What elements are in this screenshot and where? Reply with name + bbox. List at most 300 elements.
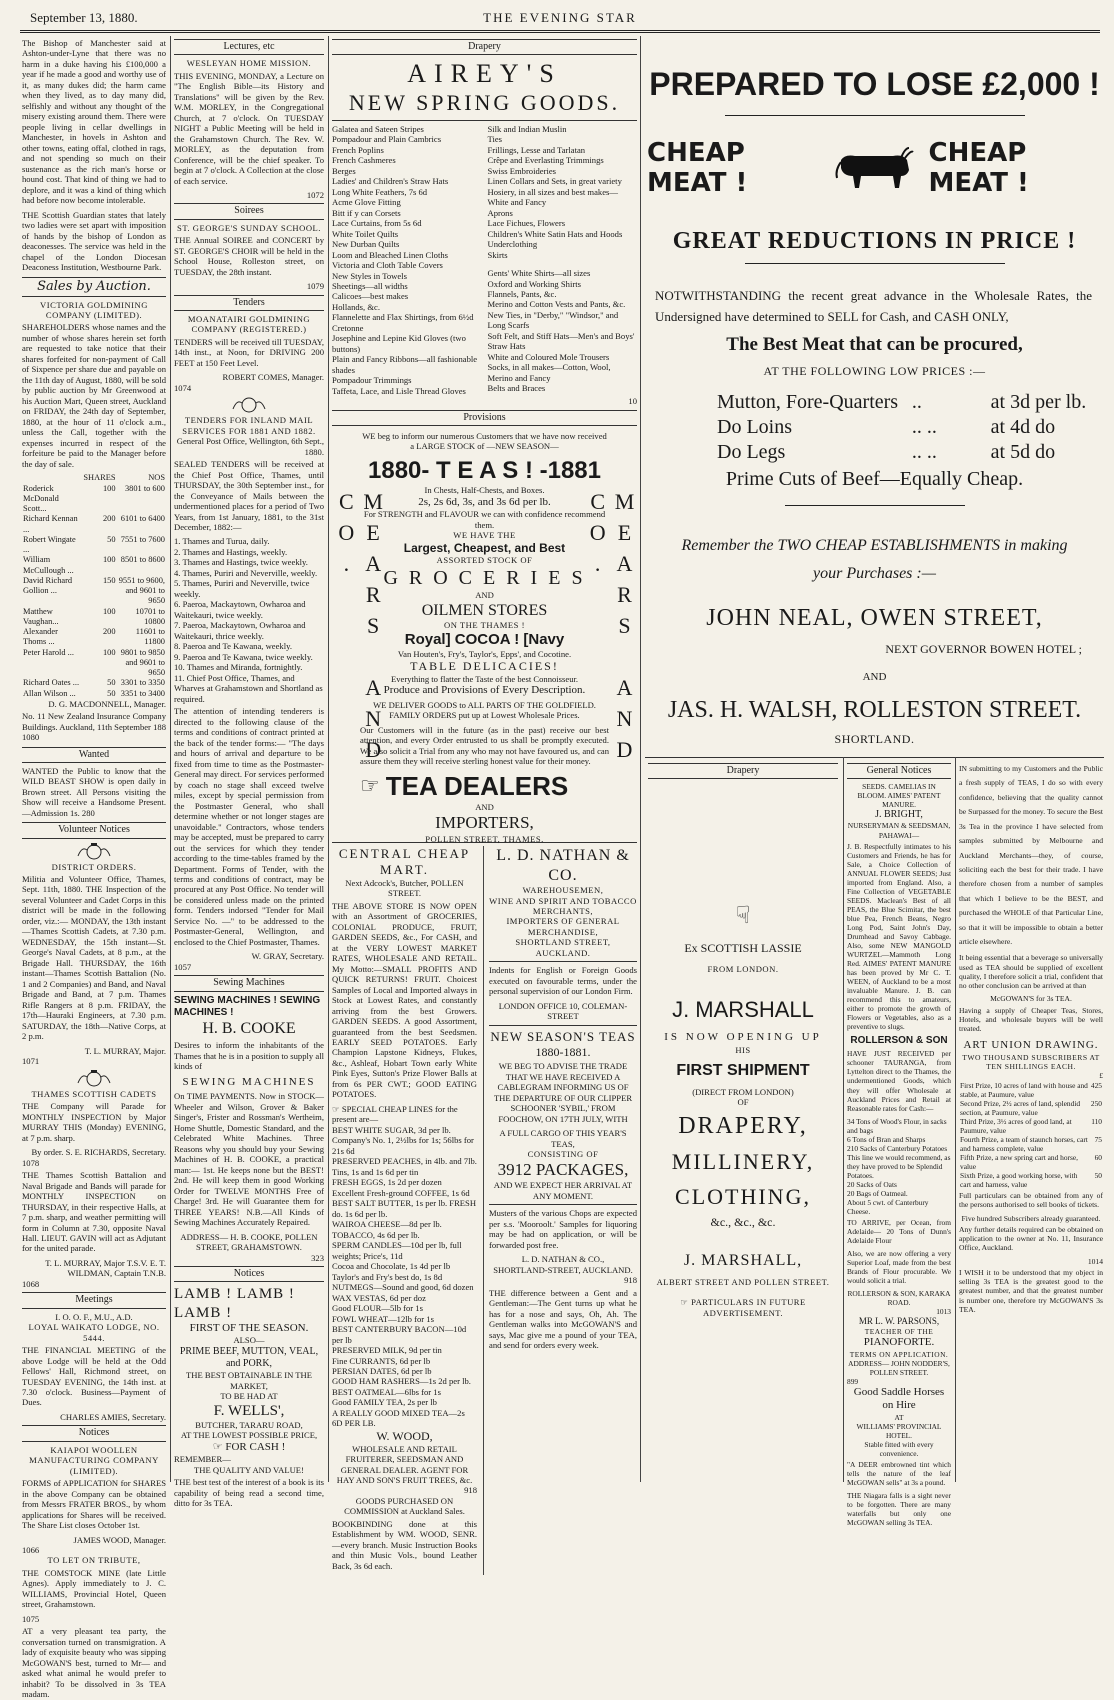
- table-row: [959, 1135, 1103, 1153]
- section-heading-wanted: Wanted: [22, 747, 166, 763]
- bright-trade: NURSERYMAN & SEEDSMAN, PAHAWAI—: [847, 821, 951, 840]
- oilmen-heading: OILMEN STORES: [421, 601, 548, 619]
- list-item: 11. Chief Post Office, Thames, and Wharves at Grahamstown and Shortland as required.: [174, 672, 323, 704]
- prize-amount: 75: [1094, 1134, 1102, 1144]
- williams-hotel: WILLIAMS' PROVINCIAL HOTEL.: [856, 1421, 942, 1440]
- meat-price: at 4d do: [990, 415, 1056, 438]
- list-item: 4. Thames, Puriri and Neverville, weekly.: [174, 567, 318, 578]
- price-row: [647, 441, 1102, 464]
- share-numbers: 8501 to 8600: [120, 555, 165, 565]
- column-6: [648, 760, 838, 1482]
- moanatairi-signature: ROBERT COMES, Manager.: [222, 372, 324, 383]
- table-row: [22, 535, 166, 556]
- section-heading-drapery: Drapery: [648, 763, 838, 779]
- at-label: AT: [894, 1412, 904, 1422]
- list-item: Josephine and Lepine Kid Gloves (two buttons): [332, 333, 466, 354]
- victoria-signature: D. G. MACDONNELL, Manager.: [48, 698, 166, 709]
- section-heading-notices: Notices: [174, 1266, 324, 1282]
- prize-label: First Prize, 10 acres of land with house and stable, at Paumure, value: [960, 1080, 1088, 1099]
- list-item: FOWL WHEAT—12lb for 1s: [332, 1313, 434, 1324]
- cooke-details: On TIME PAYMENTS. Now in STOCK—Wheeler and Wilson, Grover & Baker Singer's, Frister and Rossman's Wertheim, Home Shuttle, Domestic Standard, and the Celebrated White Machines. Three Reasons why you should buy your Sewing Machines of H. B. COOKE, a practical man:— 1st. He keeps none but the BEST! 2nd. He will keep them in good Working Order for TWELVE MONTHS Free of Charge! 3rd. He will Guarantee them for THREE YEARS! N.B.—All Kinds of Sewing Machines Accurately Repaired.: [174, 1091, 324, 1228]
- teacher-label: TEACHER OF THE: [864, 1327, 934, 1337]
- ad-number: 1075: [22, 1613, 40, 1624]
- special-lines: [332, 1104, 477, 1125]
- mears-intro: WE beg to inform our numerous Customers that we have now received a LARGE STOCK of —NEW SEASON—: [362, 431, 607, 452]
- marshall-name: J. MARSHALL: [672, 996, 814, 1022]
- column-8: [959, 760, 1103, 1482]
- list-item: Acme Glove Fitting: [332, 197, 401, 208]
- cocoa-makers: Van Houten's, Fry's, Taylor's, Epps', and Cocotine.: [397, 648, 572, 659]
- column-1: [22, 36, 166, 1700]
- shareholder-name: Peter Harold ...: [23, 647, 74, 657]
- cooke-sewing-machines: SEWING MACHINES: [182, 1075, 316, 1088]
- ad-number: 323: [311, 1252, 324, 1263]
- remember-label: REMEMBER—: [174, 1454, 231, 1465]
- terms-line: TERMS ON APPLICATION.: [849, 1349, 949, 1359]
- moanatairi-notice: TENDERS will be received till TUESDAY, 14th inst., at Noon, for DRIVING 200 FEET at 150 Feet Level.: [174, 336, 324, 368]
- section-heading-drapery: Drapery: [332, 39, 637, 55]
- list-item: BEST SALT BUTTER, 1s per lb. FRESH do. 1s 6d per lb.: [332, 1198, 477, 1219]
- mears-vertical-left: MEARS AND CO.: [333, 489, 386, 768]
- price-row: [647, 416, 1102, 439]
- list-item: PRESERVED MILK, 9d per tin: [332, 1345, 442, 1356]
- victoria-address: No. 11 New Zealand Insurance Company Buildings. Auckland, 11th September 188 1080: [22, 711, 166, 743]
- list-item: Flannelette and Flax Shirtings, from 6½d: [332, 312, 474, 323]
- airey-title: AIREY'S: [407, 59, 562, 89]
- largest-line: Largest, Cheapest, and Best: [403, 540, 566, 555]
- cooke-name: H. B. COOKE: [202, 1019, 296, 1037]
- list-item: A REALLY GOOD MIXED TEA—2s 6D PER LB.: [332, 1407, 465, 1429]
- shares-header-cell: [22, 473, 82, 483]
- meat-cut: Do Loins: [717, 415, 792, 438]
- central-body: THE ABOVE STORE IS NOW OPEN with an Assortment of GROCERIES, COLONIAL PRODUCE, FRUIT, GARDEN SEEDS, &c., For CASH, and at the VERY LOWEST MARKET RATES, WHOLESALE AND RETAIL. My Motto:—SMALL PROFITS AND QUICK RETURNS! FRUIT. Choicest Samples of Local and Imported always in Stock at Lowest Rates, and constantly arriving from the best Growers. GARDEN SEEDS. A good Assortment, guaranteed from the best Seedsmen. EARLY SEED POTATOES. Early Champion Lapstone Kidneys, Flukes, &c., Ashleaf, Hobart Town early White Pink Eyes, Sutton's Prize Flower Balls at from 6s PER CWT.; GOOD EATING POTATOES.: [332, 900, 477, 1100]
- tribute-title: TO LET ON TRIBUTE,: [47, 1555, 141, 1566]
- central-mart: [332, 846, 477, 1575]
- nathan-warehousemen: WAREHOUSEMEN,: [522, 885, 604, 896]
- district-signature: T. L. MURRAY, Major.: [84, 1045, 166, 1056]
- list-item: Socks, in all makes—Cotton, Wool, Merino and Fancy: [487, 362, 611, 383]
- list-item: Galatea and Sateen Stripes: [332, 123, 424, 134]
- book-test-paragraph: THE best test of the interest of a book is its capability of being read a second time, ditto for 3s TEA.: [174, 1477, 324, 1509]
- shareholder-name: David Richard Gollion ...: [23, 575, 73, 596]
- list-item: Cretonne: [332, 322, 364, 333]
- share-count: 100: [102, 606, 116, 616]
- table-row: [959, 1153, 1103, 1171]
- share-count: 50: [107, 534, 116, 544]
- list-item: Pompadour Trimmings: [332, 375, 412, 386]
- list-item: Good FLOUR—5lb for 1s: [332, 1303, 423, 1314]
- cadets-title: THAMES SCOTTISH CADETS: [31, 1088, 157, 1099]
- share-count: 50: [107, 678, 116, 688]
- spring-goods-title: NEW SPRING GOODS.: [348, 89, 621, 115]
- share-numbers: 3801 to 600: [124, 483, 165, 493]
- royal-crest-icon: [74, 842, 114, 860]
- masthead: [20, 8, 1100, 33]
- issue-date: September 13, 1880.: [30, 10, 138, 25]
- bookbinding-notice: BOOKBINDING done at this Establishment by WM. WOOD, SENR.—every branch. Music Instruction Books and thin Music Vols., bound Leather Back, 3s 6d each.: [332, 1518, 477, 1571]
- share-count: 100: [102, 647, 116, 657]
- parsons-address: ADDRESS— JOHN NODDER'S, POLLEN STREET.: [848, 1358, 950, 1377]
- cadets-notice: THE Company will Parade for MONTHLY INSPECTION by Major MURRAY THIS (Monday) EVENING, at 7 p.m. sharp.: [22, 1101, 166, 1143]
- price-row: [647, 391, 1102, 414]
- prize-amount: 110: [1091, 1116, 1102, 1126]
- from-london-line: FROM LONDON.: [707, 964, 779, 975]
- section-heading-provisions: Provisions: [332, 410, 637, 426]
- kaiapoi-signature: JAMES WOOD, Manager.: [73, 1534, 166, 1545]
- wells-name: F. WELLS',: [213, 1402, 285, 1419]
- nathan-signature: L. D. NATHAN & CO.,: [521, 1254, 605, 1265]
- prize-label: Sixth Prize, a good working horse, with cart and harness, value: [960, 1170, 1078, 1189]
- particulars-text: PARTICULARS IN FUTURE ADVERTISEMENT.: [691, 1297, 806, 1318]
- wanted-notice: WANTED the Public to know that the WILD BEAST SHOW is open daily in Brown street. All Persons visiting the Show will receive a Handsome Present.—Admission 1s. 280: [22, 765, 166, 818]
- share-count: 100: [102, 483, 116, 493]
- share-numbers: 6101 to 6400: [120, 514, 165, 524]
- art-union-details: Any further details required can be obtained on application to the owner at No. 11, Insurance Office, Auckland.: [959, 1224, 1103, 1253]
- and-label: AND: [862, 671, 887, 684]
- guardian-article: THE Scottish Guardian states that lately two ladies were set apart with imposition of hands by the bishop of London as deaconesses. The service was held in the chapel of the London Diocesan Deaconess Institution, Westbourne Park.: [22, 209, 166, 273]
- list-item: FRESH EGGS, 1s 2d per dozen: [332, 1177, 442, 1188]
- clothing-heading: CLOTHING,: [675, 1183, 811, 1209]
- seeds-heading: SEEDS. CAMELIAS IN BLOOM. AIMES' PATENT MANURE.: [857, 782, 941, 810]
- ad-number: 1071: [22, 1056, 40, 1067]
- subscribers-line: TWO THOUSAND SUBSCRIBERS AT TEN SHILLINGS EACH.: [962, 1052, 1100, 1072]
- low-prices-label: AT THE FOLLOWING LOW PRICES :—: [763, 363, 986, 378]
- section-heading-sewing: Sewing Machines: [174, 975, 324, 991]
- sewing-banner: SEWING MACHINES ! SEWING MACHINES !: [174, 994, 321, 1018]
- list-item: Hosiery, in all sizes and best makes—White and Fancy: [487, 186, 618, 208]
- to-be-had: TO BE HAD AT: [220, 1391, 278, 1402]
- shareholder-name: William McCullough ...: [23, 555, 74, 575]
- share-numbers: 3351 to 3400: [120, 688, 165, 698]
- rollerson-arrive: TO ARRIVE, per Ocean, from Adelaide— 20 Tons of Dunn's Adelaide Flour: [847, 1217, 951, 1245]
- section-heading-general: General Notices: [847, 763, 951, 779]
- list-item: Company's No. 1, 2½lbs for 1s; 56lbs for 21s 6d: [332, 1135, 474, 1156]
- shareholder-name: Alexander Thoms ...: [23, 627, 58, 647]
- list-item: Berges: [332, 165, 356, 176]
- arrival-line: AND WE EXPECT HER ARRIVAL AT ANY MOMENT.: [493, 1180, 633, 1201]
- section-rule: [645, 757, 1104, 758]
- remember-line: Remember the TWO CHEAP ESTABLISHMENTS in making your Purchases :—: [681, 536, 1068, 583]
- wood-name: W. WOOD,: [376, 1428, 433, 1443]
- column-rule: [328, 36, 329, 1482]
- list-item: 9. Paeroa and Te Kawana, twice weekly.: [174, 651, 313, 662]
- list-item: Crêpe and Everlasting Trimmings: [487, 155, 604, 166]
- bright-notice: J. B. Respectfully intimates to his Customers and Friends, he has for Sale, a Choice Collection of ANNUAL FLOWER SEEDS; Just imported from England. Also, a Fine Collection of VEGETABLE SEEDS. Maclean's Best of all PEAS, the Blue Scimitar, the best blue Pea, French Beans, Negro Long Pod, Saint John's Day, Drumhead and Savoy Cabbage. Also, some NEW MANGOLD WURTZEL—Mammoth Long Red. AIMES' PATENT MANURE has been proved by Mr C. T. WEEN, of Auckland to be a most invaluable Manure. J. B. can recommend this to amateurs, either to promote the growth of Flowers or Vegetables, also as a preventive to slugs.: [847, 841, 951, 1032]
- for-cash: FOR CASH !: [225, 1440, 286, 1453]
- wish-paragraph: I WISH it to be understood that my object in selling 3s TEA is the greatest good to the greatest number, and that the greatest number is number one, therefore try McGOWAN'S 3s TEA.: [959, 1267, 1103, 1314]
- cooke-address: ADDRESS— H. B. COOKE, POLLEN STREET, GRAHAMSTOWN.: [180, 1231, 318, 1253]
- shareholder-name: Matthew Vaughan...: [23, 606, 59, 626]
- lodge-title: LOYAL WAIKATO LODGE, NO. 5444.: [28, 1322, 160, 1343]
- mears-body: [360, 429, 609, 844]
- list-item: 20 Sacks of Oats: [847, 1179, 897, 1189]
- ad-number: 10: [628, 396, 637, 407]
- shareholder-name: Richard Kennan ...: [23, 514, 78, 534]
- list-item: About 5 cwt. of Canterbury Cheese.: [847, 1197, 929, 1216]
- battalion-notice: THE Thames Scottish Battalion and Naval Brigade and Bands will parade for MONTHLY INSPECTION on THURSDAY, in their respective Halls, at 7 p.m. sharp, and weather permitting will form in Column at 7.30, opposite Naval Hall. LIEUT. GAVIN will act as Adjutant for the united parade.: [22, 1170, 166, 1254]
- first-of-season: FIRST OF THE SEASON.: [189, 1321, 309, 1334]
- section-heading-sales: Sales by Auction.: [22, 277, 166, 297]
- teas-strength: For STRENGTH and FLAVOUR we can with confidence recommend them.: [363, 509, 606, 530]
- list-item: [488, 260, 638, 268]
- shares-table: [22, 473, 166, 699]
- rollerson-loaf: Also, we are now offering a very Superior Loaf, made from the best Brands of Flour procurable. We would solicit a trial.: [847, 1249, 951, 1286]
- list-item: Calicoes—best makes: [332, 291, 409, 302]
- kaiapoi-title: KAIAPOI WOOLLEN MANUFACTURING COMPANY (LIMITED).: [29, 1444, 159, 1476]
- bull-icon: [835, 146, 915, 190]
- share-numbers: 9801 to 9850 and 9601 to 9650: [120, 647, 165, 678]
- section-heading-tenders: Tenders: [174, 295, 324, 311]
- list-item: Victoria and Cloth Table Covers: [332, 260, 443, 271]
- list-item: 2. Thames and Hastings, weekly.: [174, 546, 288, 557]
- art-union-particulars: Full particulars can be obtained from any of the persons authorised to sell books of tickets.: [959, 1191, 1103, 1210]
- newspaper-title: THE EVENING STAR: [483, 10, 637, 25]
- list-item: Taffeta, Lace, and Lisle Thread Gloves: [332, 385, 466, 396]
- moanatairi-title: MOANATAIRI GOLDMINING COMPANY (REGISTERED.): [187, 313, 311, 335]
- drapery-lists: [332, 124, 637, 397]
- of-label: OF: [737, 1097, 749, 1108]
- list-item: PERSIAN DATES, 6d per lb: [332, 1366, 432, 1376]
- prize-label: Fifth Prize, a new spring cart and horse, value: [960, 1152, 1079, 1171]
- prepared-to-lose-headline: PREPARED TO LOSE £2,000 !: [649, 66, 1100, 102]
- ad-number: 918: [624, 1275, 637, 1286]
- share-numbers: 11601 to 11800: [135, 627, 165, 647]
- table-row: [959, 1171, 1103, 1189]
- list-item: Underclothing: [487, 239, 538, 250]
- nathan-street: SHORTLAND STREET, AUCKLAND.: [515, 937, 611, 958]
- list-item: Linen Collars and Sets, in great variety: [487, 176, 622, 187]
- royal-crest-icon: [74, 1069, 114, 1087]
- shareholder-name: Roderick McDonald Scott...: [23, 483, 59, 514]
- list-item: TOBACCO, 4s 6d per lb.: [332, 1229, 420, 1240]
- list-item: Long White Feathers, 7s 6d: [332, 186, 428, 197]
- pollen-street-line: POLLEN STREET, THAMES.: [425, 833, 544, 844]
- list-item: BEST WHITE SUGAR, 3d per lb.: [332, 1124, 451, 1135]
- list-item: French Poplins: [332, 144, 384, 155]
- section-heading-soirees: Soirees: [174, 203, 324, 219]
- cheap-meat-left: CHEAP MEAT !: [647, 138, 748, 198]
- table-row: [22, 648, 166, 679]
- table-row: [22, 555, 166, 576]
- list-item: SPERM CANDLES—10d per lb, full weights; Price's, 11d: [332, 1240, 462, 1261]
- lodge-notice: THE FINANCIAL MEETING of the above Lodge will be held at the Odd Fellows' Hall, Richmond street, on TUESDAY EVENING, the 14th inst. at 7.30 o'clock. Business—Payment of Dues.: [22, 1345, 166, 1408]
- ad-number: 1072: [306, 190, 324, 200]
- table-row: [22, 607, 166, 628]
- list-item: BEST OATMEAL—6lbs for 1s: [332, 1386, 441, 1397]
- list-item: French Cashmeres: [332, 155, 396, 166]
- best-obtainable: THE BEST OBTAINABLE IN THE MARKET,: [186, 1370, 312, 1391]
- mcgowan-tea: McGOWAN'S for 3s TEA.: [990, 994, 1072, 1004]
- prize-label: Second Prize, 2½ acres of land, splendid section, at Paumure, value: [960, 1098, 1081, 1117]
- list-item: This line we would recommend, as they have proved to be Splendid Potatoes.: [847, 1152, 951, 1180]
- list-item: Good FAMILY TEA, 2s per lb: [332, 1397, 437, 1408]
- pound-label: £: [1099, 1071, 1103, 1081]
- list-item: 10. Thames and Miranda, fortnightly.: [174, 662, 303, 673]
- column-7: [847, 760, 951, 1527]
- list-item: Silk and Indian Muslin: [487, 123, 567, 134]
- bishop-article: The Bishop of Manchester said at Ashton-under-Lyne that there was no harm in a duke having his £100,000 a year if he made a good and worthy use of it, as many dukes did; the harm came when they lived, as to day many did, selfishly and without any thought of the misery existing around them. There were people living in cellar dwellings in Manchester, in hovels in Ashton and other towns, eating offal, clothed in rags, and not spending so much on their sustenance as the rich man's horse or hound cost. That kind of thing we had to deplore, and it was a kind of thing which had before now become intolerable.: [22, 38, 166, 206]
- rollerson-name: ROLLERSON & SON: [850, 1035, 948, 1047]
- leader-dots: ..: [911, 390, 922, 413]
- packages-count: 3912 PACKAGES,: [497, 1159, 629, 1179]
- stgeorge-title: ST. GEORGE'S SUNDAY SCHOOL.: [177, 222, 321, 233]
- cargo-line: A FULL CARGO OF THIS YEAR'S TEAS,: [499, 1128, 627, 1149]
- list-item: 20 Bags of Oatmeal.: [847, 1188, 908, 1198]
- mail-routes-list: [174, 536, 324, 704]
- list-item: Ladies' and Children's Straw Hats: [332, 176, 449, 187]
- list-item: 1. Thames and Turua, daily.: [174, 536, 270, 547]
- mears-vertical-right: MEARS AND CO.: [585, 489, 637, 768]
- shareholder-name: Richard Oates ...: [23, 678, 80, 688]
- district-orders-title: DISTRICT ORDERS.: [51, 861, 137, 872]
- marshall-footer: J. MARSHALL,: [683, 1252, 803, 1270]
- deer-paragraph: "A DEER embrowned tint which tells the nature of the leaf McGOWAN sells" at 3s a pound.: [847, 1459, 951, 1487]
- table-row: [22, 689, 166, 699]
- list-item: Children's White Satin Hats and Hoods: [487, 228, 623, 239]
- mail-tenders-conditions: The attention of intending tenderers is directed to the following clause of the terms and conditions of contract printed at the back of the tender forms:— "The days and hours of arrival and departure to be fixed from time to time as the Postmaster-General may direct. For services performed by coach no stage shall exceed twelve miles, except by special permission from the Postmaster General, who shall determine whether or not longer stages are unavoidable." Contractors, whose tenders may be accepted, must be prepared to carry out the services for which they tender according to the time-tables framed by the Department. Forms of Tender, with the terms and conditions of contract, may be procured at any Post Office. No tender will be considered unless made on the printed form. Tenders indorsed "Tender for Mail Service No. —" to be addressed to the Postmaster-General, Wellington, and enclosed to the Chief Postmaster, Thames.: [174, 706, 324, 947]
- ad-number: 918: [464, 1485, 477, 1496]
- opening-line: IS NOW OPENING UP: [664, 1031, 822, 1044]
- list-item: Sheetings—all widths: [332, 281, 408, 291]
- list-item: Gents' White Shirts—all sizes: [487, 268, 591, 279]
- column-rule: [843, 757, 844, 1482]
- list-item: 210 Sacks of Canterbury Potatoes: [847, 1143, 948, 1153]
- list-item: Fine CURRANTS, 6d per lb: [332, 1355, 431, 1366]
- leader-dots: .. ..: [911, 415, 937, 438]
- mail-tenders-notice: SEALED TENDERS will be received at the Chief Post Office, Thames, until THURSDAY, the 30th September inst., for the Conveyance of Mails between the undermentioned places for a period of Two Years, from 1st January, 1881, to the 31st December, 1882:—: [174, 459, 324, 532]
- list-item: Lace Fichues, Flowers: [487, 218, 566, 229]
- drapery-list-right: [488, 124, 638, 397]
- direct-line: (DIRECT FROM LONDON): [692, 1086, 794, 1097]
- royal-crest-icon: [229, 395, 269, 413]
- and-label: AND: [475, 590, 494, 601]
- best-meat-line: The Best Meat that can be procured,: [726, 333, 1023, 355]
- commission-line: GOODS PURCHASED ON COMMISSION at Auckland Sales.: [344, 1495, 465, 1517]
- prize-amount: 425: [1090, 1080, 1102, 1090]
- his-label: HIS: [735, 1044, 751, 1055]
- mcgowan-notice: IN submitting to my Customers and the Public a fresh supply of TEAS, I do so with every confidence, believing that the quality cannot be Surpassed for the money. To secure the Best 3s Tea in the province I have selected from samples submitted by Melbourne and Auckland Merchants—they, of course, soliciting each the best for their trade. I have therefore chosen from a number of samples that which I believe to be the BEST, and purchased the WHOLE of that Particular Line, so that it will be impossible to obtain a better article elsewhere.: [959, 764, 1103, 947]
- wells-address: BUTCHER, TARARU ROAD,: [195, 1419, 303, 1430]
- list-item: New Styles in Towels: [332, 270, 407, 281]
- list-item: WAX VESTAS, 6d per doz: [332, 1292, 426, 1303]
- horses-heading: Good Saddle Horses on Hire: [853, 1385, 945, 1412]
- meat-cut: Mutton, Fore-Quarters: [717, 390, 899, 413]
- special-label: SPECIAL CHEAP LINES for the present are—: [332, 1103, 458, 1125]
- prize-amount: 60: [1094, 1152, 1102, 1162]
- section-heading-meetings: Meetings: [22, 1292, 166, 1308]
- shares-header-cell: NOS: [148, 473, 165, 483]
- ad-number: 1013: [936, 1307, 951, 1317]
- nathan-indents: Indents for English or Foreign Goods executed on favourable terms, under the personal supervision of our London Firm.: [489, 965, 637, 997]
- list-item: Frillings, Lesse and Tarlatan: [487, 144, 586, 155]
- cadets-signature: By order. S. E. RICHARDS, Secretary.: [31, 1147, 166, 1158]
- table-row: [959, 1081, 1103, 1099]
- list-item: Flannels, Pants, &c.: [487, 289, 557, 299]
- list-item: 5. Thames, Puriri and Neverville, twice weekly.: [174, 578, 310, 599]
- tribute-notice: THE COMSTOCK MINE (late Little Agnes). Apply immediately to J. C. WILLIAMS, Provincial Hotel, Queen street, Grahamstown.: [22, 1567, 166, 1610]
- list-item: 6. Paeroa, Mackaytown, Owharoa and Waitekauri, twice weekly.: [174, 599, 306, 620]
- victoria-notice: SHAREHOLDERS whose names and the number of whose shares herein set forth are requested to take notice that their shares forfeited for non-payment of Call of Sixpence per share due and payable on the 11th day of August, 1880, will be sold by public auction by Mr Greenwood at his Auction Mart, Queen street, Auckland on FRIDAY, the 24th day of September, 1880, at the hour of 11 o'clock a.m., unless the Call, together with the expenses incurred in respect of the forfeiture be paid to the Manager before the day of sale.: [22, 322, 166, 469]
- list-item: Loom and Bleached Linen Cloths: [332, 249, 448, 260]
- list-item: Soft Felt, and Stiff Hats—Men's and Boys': [487, 330, 635, 341]
- list-item: PRESERVED PEACHES, in 4lb. and 7lb. Tins, 1s and 1s 6d per tin: [332, 1156, 477, 1177]
- first-shipment: FIRST SHIPMENT: [676, 1062, 810, 1080]
- list-item: Belts and Braces: [487, 383, 546, 394]
- leader-dots: .. ..: [911, 440, 937, 463]
- list-item: Straw Hats: [487, 341, 526, 352]
- list-item: New Ties, in "Derby," "Windsor," and Long Scarfs: [487, 309, 619, 331]
- cheaper-teas-notice: Having a supply of Cheaper Teas, Stores, Hotels, and wholesale buyers will be well treated.: [959, 1005, 1103, 1034]
- shares-header-row: [22, 473, 166, 483]
- table-row: [22, 627, 166, 648]
- importers-heading: IMPORTERS,: [435, 812, 534, 832]
- ad-number: 1068: [22, 1278, 40, 1289]
- drapery-list-left: [332, 124, 482, 397]
- list-item: Swiss Embroideries: [487, 165, 557, 176]
- nathan-address: SHORTLAND-STREET, AUCKLAND.: [493, 1264, 633, 1275]
- district-orders-notice: Militia and Volunteer Office, Thames, Sept. 11th, 1880. THE Inspection of the several Volunteer and Cadet Corps in this district will be made in the following order, viz.:— MONDAY, the 13th instant—Thames Scottish Cadets, at 7.30 p.m. WEDNESDAY, the 15th instant—St. George's Naval Cadets, at 8 p.m., at the Brigade Hall. THURSDAY, the 16th instant—Thames Scottish Battalion (No. 1 and 2 Companies) and Band, and Naval Brigade and Band, at 7 p.m. Thames Rifle Rangers at 8 p.m. FRIDAY, the 17th—Hauraki Engineers, at 7.30 p.m. SATURDAY, the 18th—Native Corps, at 2 p.m.: [22, 873, 166, 1042]
- deliver-notice: WE DELIVER GOODS to ALL PARTS OF THE GOLDFIELD. FAMILY ORDERS put up at Lowest Wholesale Prices.: [373, 699, 596, 721]
- cheap-meat-right: CHEAP MEAT !: [928, 138, 1029, 198]
- cable-notice: WE BEG TO ADVISE THE TRADE THAT WE HAVE RECEIVED A CABLEGRAM INFORMING US OF THE DEPARTURE OF OUR CLIPPER SCHOONER 'SYBIL,' FROM FOOCHOW, ON 17TH JULY, WITH: [493, 1061, 633, 1124]
- new-teas-heading: NEW SEASON'S TEAS: [490, 1028, 636, 1044]
- parsons-name: MR L. W. PARSONS,: [858, 1316, 940, 1327]
- price-list: [647, 391, 1102, 464]
- table-row: [22, 514, 166, 535]
- share-numbers: 3301 to 3350: [120, 678, 165, 688]
- meat-price: at 3d per lb.: [990, 390, 1087, 413]
- list-item: Merino and Cotton Vests and Pants, &c.: [487, 299, 626, 310]
- walsh-line: JAS. H. WALSH, ROLLESTON STREET.: [667, 697, 1082, 724]
- prize-table: [959, 1081, 1103, 1189]
- section-heading-notices: Notices: [22, 1425, 166, 1441]
- share-numbers: 10701 to 10800: [135, 606, 165, 626]
- millinery-heading: MILLINERY,: [671, 1149, 815, 1175]
- mears-ad: [332, 429, 637, 844]
- list-item: Hollands, &c.: [332, 301, 380, 312]
- ad-number: 1014: [1087, 1256, 1103, 1266]
- art-union-heading: ART UNION DRAWING.: [963, 1039, 1099, 1052]
- list-item: 8. Paeroa and Te Kawana, weekly.: [174, 641, 292, 652]
- niagara-paragraph: THE Niagara falls is a sight never to be forgotten. There are many waterfalls but only one McGOWAN selling 3s TEA.: [847, 1490, 951, 1527]
- pointing-hand-icon: ☞: [360, 773, 380, 799]
- list-item: 34 Tons of Wood's Flour, in sacks and bags: [847, 1116, 947, 1135]
- column-rule: [955, 757, 956, 1482]
- shareholder-name: Robert Wingate ...: [23, 534, 76, 555]
- mail-signature: W. GRAY, Secretary.: [251, 951, 324, 962]
- list-item: Taylor's and Fry's best do, 1s 8d: [332, 1271, 443, 1282]
- list-item: Lace Curtains, from 5s 6d: [332, 218, 422, 229]
- consisting-label: CONSISTING OF: [527, 1149, 599, 1160]
- list-item: 3. Thames and Hastings, twice weekly.: [174, 557, 308, 568]
- mail-place-date: General Post Office, Wellington, 6th Sept., 1880.: [176, 436, 324, 457]
- list-item: Excellent Fresh-ground COFFEE, 1s 6d: [332, 1187, 470, 1198]
- list-item: 7. Paeroa, Mackaytown, Owharoa and Waitekauri, thrice weekly.: [174, 620, 306, 641]
- prize-amount: 250: [1090, 1098, 1102, 1108]
- pointing-hand-icon: ☞: [332, 1103, 340, 1114]
- also-label: ALSO—: [233, 1335, 265, 1346]
- customers-notice: Our Customers will in the future (as in the past) receive our best attention, and every Order entrusted to us shall be promptly executed. We also solicit a Trial from any who may not have favoured us, and can assure them they will receive sterling honest value for their money.: [360, 724, 609, 767]
- share-count: 200: [102, 627, 116, 637]
- share-numbers: 9551 to 9600, and 9601 to 9650: [118, 575, 165, 606]
- shareholder-name: Allan Wilson ...: [23, 688, 76, 698]
- list-item: White and Coloured Mole Trousers: [487, 351, 610, 362]
- column-3-4: [332, 36, 637, 1571]
- table-row: [22, 678, 166, 688]
- delicacies-sub: Everything to flatter the Taste of the best Connoisseur.: [390, 673, 579, 684]
- table-row: [959, 1117, 1103, 1135]
- musters-notice: Musters of the various Chops are expected per s.s. 'Mooroolt.' Samples for liquoring may be had on application, or will be forwarded post free.: [489, 1208, 637, 1250]
